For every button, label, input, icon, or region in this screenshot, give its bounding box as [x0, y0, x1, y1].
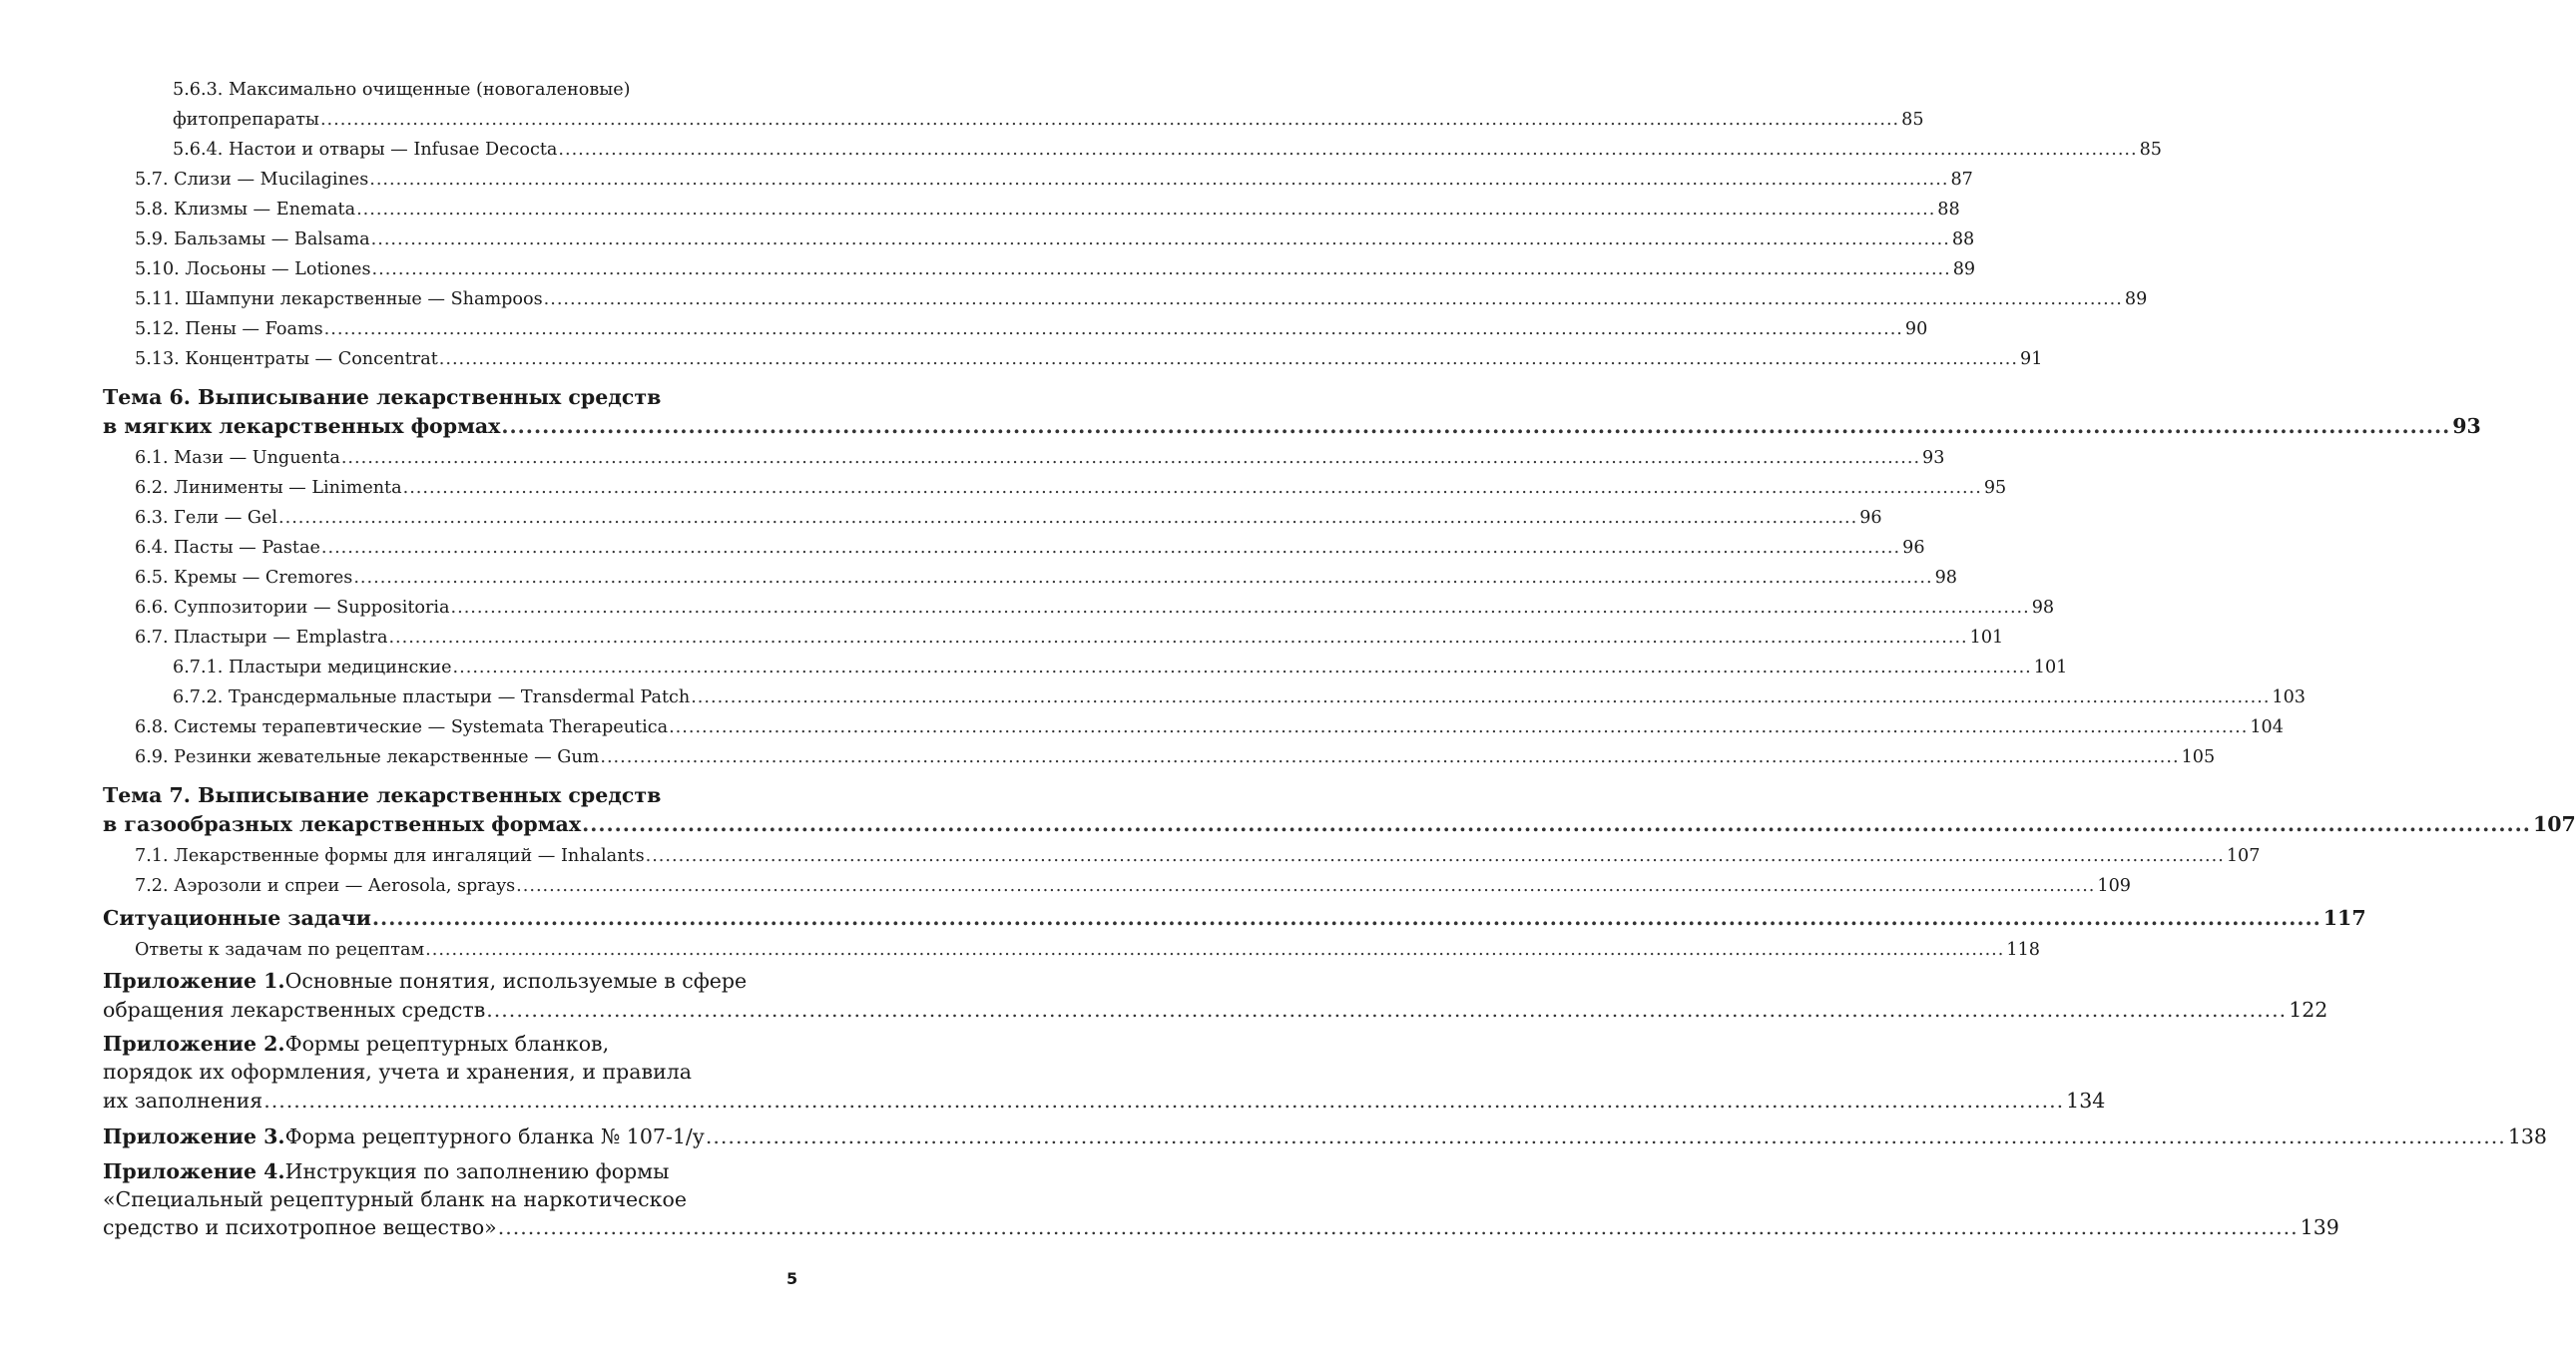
toc-entry-title: в газообразных лекарственных формах — [103, 812, 582, 836]
toc-page-number: 103 — [2272, 687, 2307, 707]
toc-page-number: 95 — [1983, 478, 2007, 498]
dot-leader: ................................................................................................................................................................................................................................................ — [371, 259, 1951, 279]
dot-leader: ................................................................................................................................................................................................................................................ — [452, 658, 2032, 677]
toc-page-number: 96 — [1859, 508, 1882, 528]
appendix-label: Приложение 2. — [103, 1032, 285, 1056]
toc-entry-title: Формы рецептурных бланков, — [284, 1032, 610, 1056]
toc-entry-title: 6.8. Системы терапевтические — Systemata Therapeutica — [135, 717, 669, 737]
toc-page-number: 105 — [2181, 747, 2216, 767]
toc-entry-title: обращения лекарственных средств — [103, 998, 486, 1022]
toc-entry — [135, 618, 2004, 648]
toc-entry — [135, 309, 1928, 339]
toc-entry-title: 5.8. Клизмы — Enemata — [135, 200, 356, 220]
toc-entry — [173, 648, 2068, 677]
dot-leader: ................................................................................................................................................................................................................................................ — [369, 170, 1949, 190]
toc-entry — [135, 737, 2216, 767]
toc-entry — [103, 806, 2576, 836]
toc-entry-line — [103, 1054, 692, 1084]
toc-entry-title: 6.2. Линименты — Linimenta — [135, 478, 402, 498]
dot-leader: ................................................................................................................................................................................................................................................ — [263, 1089, 2065, 1113]
toc-page-number: 89 — [2124, 289, 2148, 309]
dot-leader: ................................................................................................................................................................................................................................................ — [319, 110, 1900, 130]
toc-page-number: 107 — [2226, 846, 2261, 866]
toc-entry-line — [103, 379, 661, 409]
toc-entry-title: 6.7. Пластыри — Emplastra — [135, 628, 388, 648]
toc-page-number: 138 — [2507, 1124, 2547, 1148]
toc-entry — [135, 558, 1957, 588]
toc-entry — [135, 866, 2131, 896]
appendix-label: Приложение 3. — [103, 1124, 285, 1148]
toc-page-number: 104 — [2250, 717, 2284, 737]
toc-entry — [135, 707, 2284, 737]
toc-entry — [173, 130, 2162, 160]
dot-leader: ................................................................................................................................................................................................................................................ — [353, 568, 1933, 588]
toc-entry-title: 5.7. Слизи — Mucilagines — [135, 170, 369, 190]
toc-entry — [135, 279, 2148, 309]
dot-leader: ................................................................................................................................................................................................................................................ — [543, 289, 2123, 309]
dot-leader: ................................................................................................................................................................................................................................................ — [356, 200, 1936, 220]
dot-leader: ................................................................................................................................................................................................................................................ — [425, 940, 2005, 960]
toc-entry-title: 5.12. Пены — Foams — [135, 319, 323, 339]
toc-entry-title: Основные понятия, используемые в сфере — [284, 969, 748, 993]
toc-entry-title: 6.6. Суппозитории — Suppositoria — [135, 598, 450, 618]
toc-entry — [103, 900, 2366, 930]
toc-entry-title: 5.11. Шампуни лекарственные — Shampoos — [135, 289, 543, 309]
toc-entry-title: 5.13. Концентраты — Concentrat — [135, 349, 438, 369]
dot-leader: ................................................................................................................................................................................................................................................ — [705, 1124, 2506, 1148]
toc-entry — [103, 1083, 2106, 1113]
dot-leader: ................................................................................................................................................................................................................................................ — [438, 349, 2018, 369]
toc-entry-title: Инструкция по заполнению формы — [284, 1159, 670, 1183]
toc-page-number: 90 — [1904, 319, 1928, 339]
toc-entry — [103, 992, 2328, 1022]
dot-leader: ................................................................................................................................................................................................................................................ — [558, 140, 2138, 160]
toc-page-number: 98 — [2031, 598, 2055, 618]
toc-entry-title: Тема 6. Выписывание лекарственных средств — [103, 385, 662, 409]
dot-leader: ................................................................................................................................................................................................................................................ — [645, 846, 2225, 866]
dot-leader: ................................................................................................................................................................................................................................................ — [691, 687, 2271, 707]
toc-entry-line — [173, 70, 631, 100]
toc-page-number: 87 — [1950, 170, 1973, 190]
toc-page-number: 96 — [1902, 538, 1925, 558]
toc-page-number: 88 — [1937, 200, 1960, 220]
toc-entry-title: Форма рецептурного бланка № 107-1/у — [284, 1124, 705, 1148]
toc-page-number: 93 — [1922, 448, 1945, 468]
toc-entry-title: 6.3. Гели — Gel — [135, 508, 278, 528]
toc-page-number: 122 — [2289, 998, 2328, 1022]
toc-page-number: 101 — [1969, 628, 2004, 648]
toc-page-number: 118 — [2006, 940, 2040, 960]
dot-leader: ................................................................................................................................................................................................................................................ — [323, 319, 1903, 339]
toc-entry-line — [103, 963, 747, 993]
dot-leader: ................................................................................................................................................................................................................................................ — [497, 1215, 2299, 1239]
dot-leader: ................................................................................................................................................................................................................................................ — [582, 812, 2531, 836]
toc-entry — [135, 220, 1975, 249]
toc-entry-title: их заполнения — [103, 1089, 263, 1113]
toc-entry-title: Тема 7. Выписывание лекарственных средств — [103, 783, 662, 807]
dot-leader: ................................................................................................................................................................................................................................................ — [486, 998, 2288, 1022]
toc-entry-title: 6.5. Кремы — Cremores — [135, 568, 353, 588]
dot-leader: ................................................................................................................................................................................................................................................ — [340, 448, 1921, 468]
toc-entry — [103, 1209, 2339, 1239]
toc-page-number: 134 — [2066, 1089, 2106, 1113]
toc-entry-title: 6.1. Мази — Unguenta — [135, 448, 340, 468]
toc-entry-title: 7.2. Аэрозоли и спреи — Aerosola, sprays — [135, 876, 516, 896]
toc-entry — [103, 408, 2481, 438]
toc-entry-title: 6.4. Пасты — Pastae — [135, 538, 320, 558]
dot-leader: ................................................................................................................................................................................................................................................ — [278, 508, 1858, 528]
dot-leader: ................................................................................................................................................................................................................................................ — [516, 876, 2096, 896]
toc-entry-title: средство и психотропное вещество» — [103, 1215, 497, 1239]
toc-entry-title: 6.9. Резинки жевательные лекарственные — Gum — [135, 747, 600, 767]
toc-entry — [173, 100, 1924, 130]
toc-page-number: 107 — [2532, 812, 2576, 836]
dot-leader: ................................................................................................................................................................................................................................................ — [388, 628, 1968, 648]
toc-page-number: 117 — [2322, 906, 2366, 930]
toc-entry — [135, 438, 1945, 468]
toc-page-number: 98 — [1934, 568, 1957, 588]
toc-entry-title: 5.9. Бальзамы — Balsama — [135, 229, 370, 249]
toc-page-number: 89 — [1952, 259, 1976, 279]
dot-leader: ................................................................................................................................................................................................................................................ — [370, 229, 1950, 249]
toc-entry — [135, 190, 1960, 220]
toc-entry-title: «Специальный рецептурный бланк на наркотическое — [103, 1187, 687, 1211]
toc-page-number: 85 — [2139, 140, 2162, 160]
toc-entry-title: фитопрепараты — [173, 110, 319, 130]
toc-entry-title: 7.1. Лекарственные формы для ингаляций — Inhalants — [135, 846, 645, 866]
toc-entry-line — [103, 1153, 669, 1183]
appendix-label: Приложение 1. — [103, 969, 285, 993]
dot-leader: ................................................................................................................................................................................................................................................ — [501, 414, 2451, 438]
toc-entry-title: 5.6.4. Настои и отвары — Infusae Decocta — [173, 140, 558, 160]
page-number: 5 — [786, 1269, 798, 1288]
dot-leader: ................................................................................................................................................................................................................................................ — [371, 906, 2321, 930]
toc-page-number: 88 — [1951, 229, 1975, 249]
toc-page-number: 85 — [1901, 110, 1924, 130]
dot-leader: ................................................................................................................................................................................................................................................ — [669, 717, 2249, 737]
appendix-label: Приложение 4. — [103, 1159, 285, 1183]
toc-entry-title: 6.7.1. Пластыри медицинские — [173, 658, 452, 677]
toc-entry — [173, 677, 2307, 707]
toc-entry-line — [103, 777, 661, 807]
toc-entry — [135, 528, 1925, 558]
toc-entry-title: в мягких лекарственных формах — [103, 414, 501, 438]
toc-entry-title: 5.6.3. Максимально очищенные (новогаленовые) — [173, 80, 631, 100]
toc-entry-title: Ситуационные задачи — [103, 906, 371, 930]
dot-leader: ................................................................................................................................................................................................................................................ — [402, 478, 1982, 498]
toc-entry-title: 5.10. Лосьоны — Lotiones — [135, 259, 371, 279]
toc-page-number: 109 — [2097, 876, 2131, 896]
toc-page-number: 101 — [2033, 658, 2068, 677]
toc-entry — [135, 249, 1976, 279]
toc-entry — [135, 160, 1973, 190]
toc-entry-title: Ответы к задачам по рецептам — [135, 940, 425, 960]
toc-page-number: 93 — [2452, 414, 2481, 438]
toc-entry-line — [103, 1026, 609, 1056]
dot-leader: ................................................................................................................................................................................................................................................ — [600, 747, 2180, 767]
toc-entry-title: 6.7.2. Трансдермальные пластыри — Transdermal Patch — [173, 687, 691, 707]
toc-entry — [135, 836, 2261, 866]
toc-page-number: 91 — [2020, 349, 2043, 369]
dot-leader: ................................................................................................................................................................................................................................................ — [320, 538, 1901, 558]
toc-entry — [135, 588, 2055, 618]
toc-entry — [135, 468, 2007, 498]
toc-entry — [135, 498, 1882, 528]
toc-entry-line — [103, 1181, 687, 1211]
dot-leader: ................................................................................................................................................................................................................................................ — [450, 598, 2030, 618]
toc-entry — [135, 930, 2040, 960]
toc-entry-title: порядок их оформления, учета и хранения, и правила — [103, 1060, 692, 1084]
toc-entry — [135, 339, 2043, 369]
toc-page-number: 139 — [2300, 1215, 2339, 1239]
toc-entry — [103, 1119, 2547, 1148]
